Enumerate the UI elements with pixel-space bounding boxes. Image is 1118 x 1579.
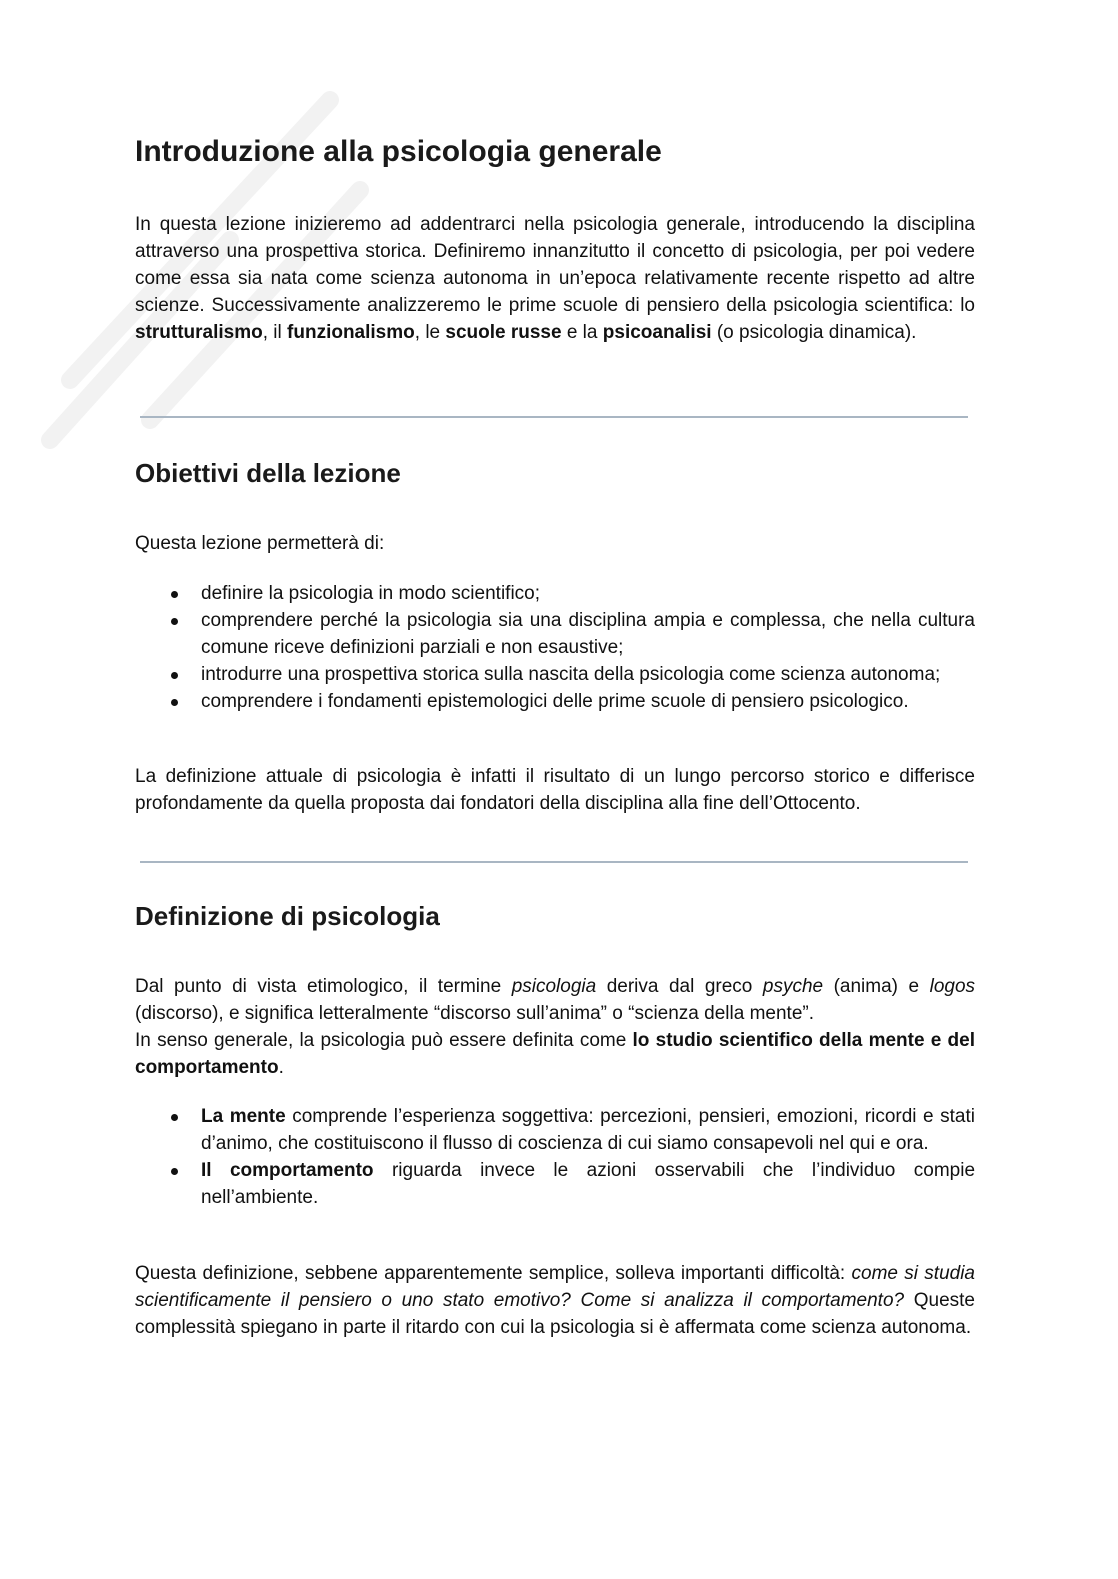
- objectives-outro: La definizione attuale di psicologia è infatti il risultato di un lungo percorso storico e differisce profondamente da quella proposta dai fondatori della disciplina alla fine dell’Ottocento.: [135, 766, 975, 814]
- bold-definition: lo studio scientifico della mente e del comportamento: [135, 1030, 975, 1078]
- item-text: riguarda invece le azioni osservabili che l’individuo compie nell’ambiente.: [201, 1160, 976, 1208]
- list-item: comprendere perché la psicologia sia una disciplina ampia e complessa, che nella cultura comune riceve definizioni parziali e non esaustive;: [135, 607, 975, 661]
- italic-term: psicologia: [511, 976, 597, 997]
- section-heading-definition: Definizione di psicologia: [135, 901, 440, 931]
- section-heading-objectives: Obiettivi della lezione: [135, 458, 401, 488]
- list-item: [135, 1103, 975, 1157]
- term-strutturalismo: strutturalismo: [135, 322, 263, 343]
- list-item: definire la psicologia in modo scientifico;: [135, 580, 975, 607]
- intro-text: e la: [561, 322, 603, 343]
- text-run: (anima) e: [823, 976, 930, 997]
- objectives-lead: Questa lezione permetterà di:: [135, 533, 385, 554]
- intro-text: , il: [262, 322, 288, 343]
- intro-text: (o psicologia dinamica).: [711, 322, 917, 343]
- text-run: Dal punto di vista etimologico, il termine: [135, 976, 512, 997]
- list-item: comprendere i fondamenti epistemologici delle prime scuole di pensiero psicologico.: [135, 688, 975, 715]
- list-item: [135, 1157, 975, 1211]
- definition-list: [135, 1103, 975, 1211]
- intro-paragraph: [135, 211, 975, 346]
- italic-term: logos: [929, 976, 976, 997]
- page-title: Introduzione alla psicologia generale: [135, 135, 662, 168]
- definition-paragraph: [135, 973, 975, 1081]
- text-run: .: [278, 1057, 284, 1078]
- italic-term: psyche: [762, 976, 824, 997]
- intro-text: , le: [414, 322, 446, 343]
- term-funzionalismo: funzionalismo: [287, 322, 415, 343]
- term-scuole-russe: scuole russe: [445, 322, 562, 343]
- bold-term: Il comportamento: [201, 1160, 374, 1181]
- text-run: (discorso), e significa letteralmente “discorso sull’anima” o “scienza della mente”.: [135, 1003, 814, 1024]
- definition-closing-paragraph: [135, 1260, 975, 1341]
- objectives-list: [135, 580, 975, 715]
- section-divider: [140, 861, 968, 863]
- text-run: Queste complessità spiegano in parte il ritardo con cui la psicologia si è affermata come scienza autonoma.: [135, 1290, 975, 1338]
- item-text: comprende l’esperienza soggettiva: percezioni, pensieri, emozioni, ricordi e stati d’animo, che costituiscono il flusso di coscienza di cui siamo consapevoli nel qui e ora.: [201, 1106, 975, 1154]
- text-run: In senso generale, la psicologia può essere definita come: [135, 1030, 633, 1051]
- list-item: introdurre una prospettiva storica sulla nascita della psicologia come scienza autonoma;: [135, 661, 975, 688]
- term-psicoanalisi: psicoanalisi: [602, 322, 712, 343]
- bold-term: La mente: [201, 1106, 286, 1127]
- intro-text: In questa lezione inizieremo ad addentrarci nella psicologia generale, introducendo la disciplina attraverso una prospettiva storica. Definiremo innanzitutto il concetto di psicologia, per poi vedere come essa sia nata come scienza autonoma in un’epoca relativamente recente rispetto ad altre scienze. Successivamente analizzeremo le prime scuole di pensiero della psicologia scientifica: lo: [135, 214, 975, 316]
- text-run: deriva dal greco: [596, 976, 763, 997]
- text-run: Questa definizione, sebbene apparentemente semplice, solleva importanti difficoltà:: [135, 1263, 852, 1284]
- section-divider: [140, 416, 968, 418]
- italic-question: come si studia scientificamente il pensiero o uno stato emotivo? Come si analizza il comportamento?: [135, 1263, 975, 1311]
